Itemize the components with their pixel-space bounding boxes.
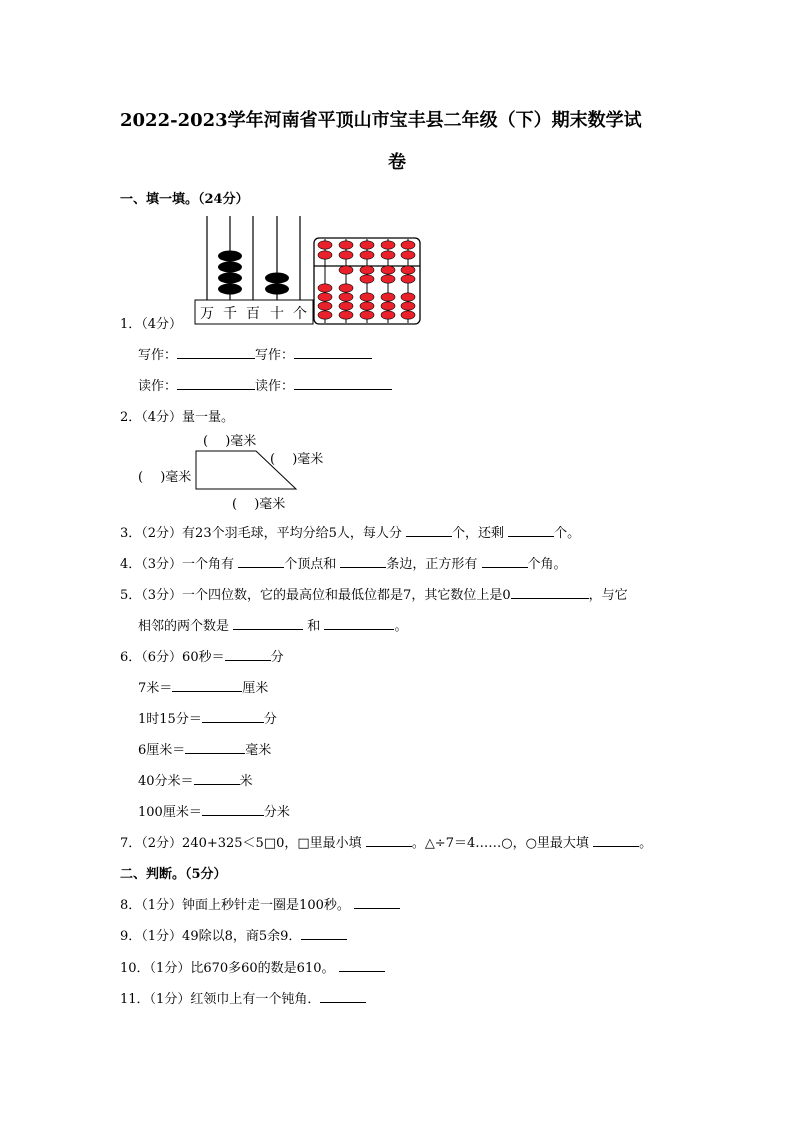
q6-left-5: 100厘米＝	[138, 805, 202, 820]
q6-row-1	[138, 677, 268, 696]
write-label-2: 写作：	[255, 348, 295, 363]
bead-black	[265, 273, 289, 284]
bead-red	[318, 241, 332, 249]
q2-blank-right: ( )毫米	[270, 452, 324, 467]
section-heading-fill-in: 一、填一填。（24分）	[120, 192, 249, 207]
bead-red	[381, 311, 395, 319]
q6-right-5: 分米	[263, 805, 290, 820]
q9-row	[120, 925, 347, 944]
q5-row-2	[138, 615, 407, 634]
q6-right-3: 毫米	[245, 743, 272, 758]
q1-label: 1．（4分）	[120, 317, 183, 332]
q6-left-2: 1时15分＝	[138, 712, 202, 727]
bead-red	[318, 284, 332, 292]
bead-red	[360, 241, 374, 249]
q1-read-row	[138, 375, 392, 394]
q3-text-b: 个，还剩	[452, 526, 505, 541]
q6-left-1: 7米＝	[138, 681, 173, 696]
q8-row	[120, 894, 400, 913]
q10-blank[interactable]	[339, 959, 385, 972]
q2-blank-bottom: ( )毫米	[232, 497, 286, 512]
bead-red	[360, 293, 374, 301]
q6-row-4	[138, 770, 253, 789]
bead-red	[318, 293, 332, 301]
q10-text: 10．（1分）比670多60的数是610。	[120, 961, 335, 976]
section-heading-true-false: 二、判断。（5分）	[120, 867, 227, 882]
read-label-1: 读作：	[138, 379, 178, 394]
q4-blank-2[interactable]	[340, 555, 386, 568]
q2-blank-top: ( )毫米	[203, 434, 257, 449]
q4-text-b: 个顶点和	[284, 557, 337, 572]
place-label-wan: 万	[200, 306, 214, 322]
q8-blank[interactable]	[354, 896, 400, 909]
q3-blank-2[interactable]	[508, 524, 554, 537]
read-label-2: 读作：	[255, 379, 295, 394]
q7-text-b: 。△÷7＝4……○，○里最大填	[411, 836, 589, 851]
bead-red	[339, 241, 353, 249]
bead-black	[218, 273, 242, 284]
bead-red	[381, 241, 395, 249]
bead-red	[339, 293, 353, 301]
q6-blank-4[interactable]	[194, 772, 240, 785]
bead-red	[381, 266, 395, 274]
q7-text-a: 7．（2分）240+325＜5□0，□里最小填	[120, 836, 362, 851]
q2-blank-left: ( )毫米	[138, 470, 192, 485]
bead-black	[218, 251, 242, 262]
bead-red	[339, 311, 353, 319]
q4-text-d: 个角。	[527, 557, 567, 572]
q4-blank-3[interactable]	[482, 555, 528, 568]
q4-row	[120, 553, 567, 572]
read-blank-2[interactable]	[294, 377, 392, 390]
place-label-shi: 十	[270, 306, 284, 322]
q6-left-3: 6厘米＝	[138, 743, 186, 758]
q6-right-4: 米	[239, 774, 253, 789]
q5-blank-1[interactable]	[511, 586, 589, 599]
q3-row	[120, 522, 580, 541]
bead-red	[381, 302, 395, 310]
q5-blank-2[interactable]	[233, 617, 303, 630]
bead-red	[318, 251, 332, 259]
bead-red	[360, 251, 374, 259]
q6-label: 6．（6分）60秒＝	[120, 650, 225, 665]
bead-red	[339, 302, 353, 310]
q7-blank-1[interactable]	[366, 834, 412, 847]
bead-red	[401, 266, 415, 274]
q5-text-b: ，与它	[588, 588, 628, 603]
q6-blank-3[interactable]	[185, 741, 245, 754]
q6-row-2	[138, 708, 277, 727]
page-title-line1: 2022-2023学年河南省平顶山市宝丰县二年级（下）期末数学试	[120, 110, 642, 131]
q8-text: 8．（1分）钟面上秒针走一圈是100秒。	[120, 898, 350, 913]
q11-blank[interactable]	[320, 990, 366, 1003]
q6-unit-0: 分	[270, 650, 284, 665]
q7-blank-2[interactable]	[593, 834, 639, 847]
bead-red	[381, 275, 395, 283]
q11-row	[120, 988, 366, 1007]
trapezoid-figure	[190, 448, 300, 493]
q5-text-c: 相邻的两个数是	[138, 619, 230, 634]
q6-row-5	[138, 801, 290, 820]
bead-red	[381, 293, 395, 301]
bead-black	[265, 284, 289, 295]
q7-row	[120, 832, 652, 851]
bead-black	[218, 284, 242, 295]
bead-black	[218, 262, 242, 273]
q4-blank-1[interactable]	[238, 555, 284, 568]
q1-write-row	[138, 344, 372, 363]
bead-red	[360, 266, 374, 274]
bead-red	[401, 293, 415, 301]
bead-red	[401, 251, 415, 259]
q10-row	[120, 957, 385, 976]
q5-text-a: 5．（3分）一个四位数，它的最高位和最低位都是7，其它数位上是0	[120, 588, 511, 603]
bead-red	[360, 311, 374, 319]
q3-text-a: 3．（2分）有23个羽毛球，平均分给5人，每人分	[120, 526, 402, 541]
page-title-line2: 卷	[388, 152, 406, 173]
bead-red	[360, 302, 374, 310]
q7-text-c: 。	[639, 836, 653, 851]
write-blank-1[interactable]	[177, 346, 255, 359]
bead-red	[381, 251, 395, 259]
q11-text: 11．（1分）红领巾上有一个钝角．	[120, 992, 321, 1007]
q4-text-a: 4．（3分）一个角有	[120, 557, 235, 572]
place-label-bai: 百	[246, 306, 260, 322]
q9-blank[interactable]	[301, 927, 347, 940]
q6-left-4: 40分米＝	[138, 774, 194, 789]
bead-red	[339, 284, 353, 292]
q4-text-c: 条边，正方形有	[386, 557, 478, 572]
read-blank-1[interactable]	[177, 377, 255, 390]
q5-text-d: 和	[307, 619, 321, 634]
bead-red	[401, 302, 415, 310]
write-label-1: 写作：	[138, 348, 178, 363]
q6-blank-0[interactable]	[225, 648, 271, 661]
place-label-ge: 个	[293, 306, 307, 322]
q5-row-1	[120, 584, 628, 603]
q2-label: 2．（4分）量一量。	[120, 410, 235, 425]
q5-text-e: 。	[394, 619, 408, 634]
place-label-qian: 千	[223, 306, 237, 322]
q6-blank-5[interactable]	[202, 803, 264, 816]
q9-text: 9．（1分）49除以8，商5余9．	[120, 929, 302, 944]
write-blank-2[interactable]	[294, 346, 372, 359]
q5-blank-3[interactable]	[324, 617, 394, 630]
q6-right-1: 厘米	[242, 681, 269, 696]
bead-red	[401, 275, 415, 283]
bead-red	[339, 251, 353, 259]
bead-red	[318, 302, 332, 310]
bead-red	[318, 311, 332, 319]
q3-text-c: 个。	[554, 526, 581, 541]
bead-red	[339, 266, 353, 274]
q6-row-0	[120, 646, 284, 665]
abacus-black-beads-figure	[195, 212, 315, 327]
bead-red	[360, 275, 374, 283]
q6-right-2: 分	[263, 712, 277, 727]
abacus-red-beads-figure	[313, 237, 421, 325]
q6-row-3	[138, 739, 271, 758]
bead-red	[401, 241, 415, 249]
q3-blank-1[interactable]	[406, 524, 452, 537]
bead-red	[401, 311, 415, 319]
q6-blank-2[interactable]	[202, 710, 264, 723]
q6-blank-1[interactable]	[172, 679, 242, 692]
